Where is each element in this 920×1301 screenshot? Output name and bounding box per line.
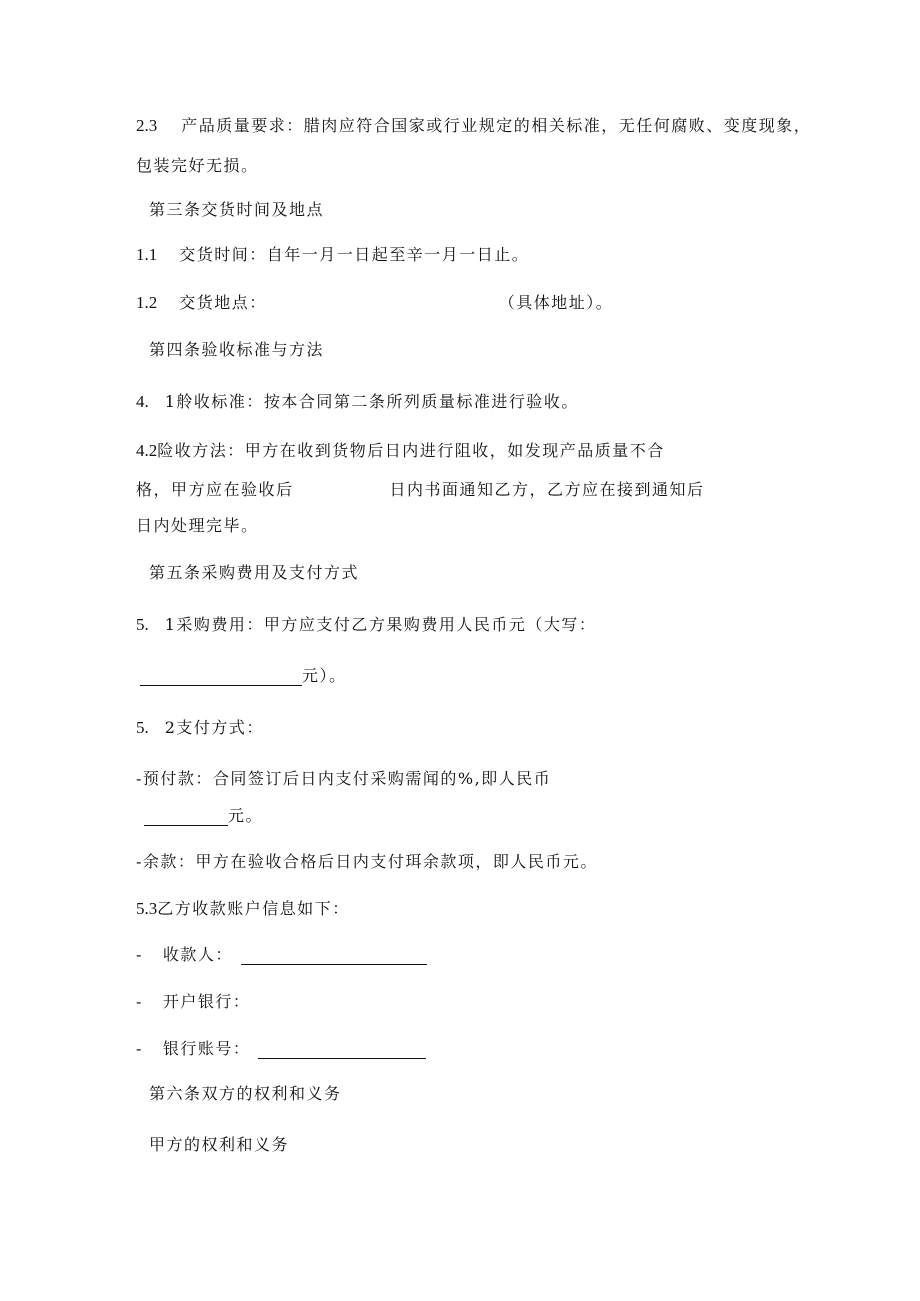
bullet-dash: - bbox=[136, 1039, 143, 1058]
bullet-dash: - bbox=[136, 992, 143, 1011]
clause-text: 2支付方式： bbox=[164, 718, 264, 737]
clause-number: 4.2 bbox=[136, 441, 158, 460]
section-heading-3: 第三条交货时间及地点 bbox=[149, 200, 325, 219]
section-heading-6: 第六条双方的权利和义务 bbox=[149, 1084, 342, 1103]
clause-4-1 bbox=[136, 392, 579, 412]
prepayment-amount-blank[interactable] bbox=[144, 809, 228, 826]
clause-5-2 bbox=[136, 718, 264, 738]
balance-text: -余款：甲方在验收合格后日内支付珥余款项，即人民币元。 bbox=[136, 852, 598, 871]
clause-5-1-amount-line bbox=[140, 666, 347, 686]
account-line bbox=[136, 1039, 426, 1059]
clause-text: 险收方法：甲方在收到货物后日内进行阻收，如发现产品质量不合 bbox=[157, 441, 665, 460]
clause-1-1 bbox=[136, 245, 529, 265]
clause-4-2-line3 bbox=[136, 516, 259, 536]
delivery-location-label: 交货地点： bbox=[179, 293, 267, 312]
clause-number: 5.3 bbox=[136, 899, 158, 918]
payee-line bbox=[136, 945, 427, 965]
clause-number: 2.3 bbox=[136, 116, 158, 135]
balance-line bbox=[136, 852, 598, 872]
clause-text: 元。 bbox=[228, 806, 264, 825]
bank-line bbox=[136, 992, 250, 1012]
payee-blank[interactable] bbox=[241, 948, 427, 965]
clause-text: 格，甲方应在验收后 bbox=[136, 480, 294, 499]
account-blank[interactable] bbox=[258, 1042, 426, 1059]
clause-5-3 bbox=[136, 899, 350, 919]
clause-number: 1.2 bbox=[136, 293, 158, 312]
clause-number: 4. bbox=[136, 392, 149, 411]
clause-text: 乙方收款账户信息如下： bbox=[157, 899, 350, 918]
prepayment-text: -预付款：合同签订后日内支付采购需闻的%,即人民币 bbox=[136, 769, 552, 788]
prepayment-line1 bbox=[136, 769, 551, 789]
payee-label: 收款人： bbox=[162, 945, 233, 964]
account-label: 银行账号： bbox=[162, 1039, 251, 1058]
clause-5-1 bbox=[136, 615, 596, 635]
clause-4-2-line1 bbox=[136, 441, 665, 461]
clause-number: 5. bbox=[136, 718, 149, 737]
bullet-dash: - bbox=[136, 945, 143, 964]
clause-text: 日内书面通知乙方，乙方应在接到通知后 bbox=[389, 480, 705, 499]
clause-1-2 bbox=[136, 293, 613, 313]
clause-2-3-line2 bbox=[136, 156, 259, 176]
clause-text: 日内处理完毕。 bbox=[136, 516, 259, 535]
amount-in-words-blank[interactable] bbox=[140, 669, 302, 686]
clause-text: 产品质量要求：腊肉应符合国家或行业规定的相关标准，无任何腐败、变度现象， bbox=[181, 116, 812, 135]
clause-number: 1.1 bbox=[136, 245, 158, 264]
clause-text: 交货时间：自年一月一日起至辛一月一日止。 bbox=[179, 245, 530, 264]
clause-text: 1舲收标准：按本合同第二条所列质量标准进行验收。 bbox=[164, 392, 579, 411]
clause-4-2-line2 bbox=[136, 480, 705, 500]
delivery-location-suffix: （具体地址）。 bbox=[498, 293, 614, 312]
clause-2-3-line1 bbox=[136, 116, 811, 136]
section-heading-4: 第四条验收标准与方法 bbox=[149, 340, 325, 359]
clause-text: 包装完好无损。 bbox=[136, 156, 259, 175]
bank-label: 开户银行： bbox=[162, 992, 251, 1011]
prepayment-line2 bbox=[144, 806, 263, 826]
clause-text: 元）。 bbox=[302, 666, 347, 685]
clause-text: 1采购费用：甲方应支付乙方果购费用人民币元（大写： bbox=[164, 615, 597, 634]
clause-number: 5. bbox=[136, 615, 149, 634]
subheading-party-a: 甲方的权利和义务 bbox=[149, 1135, 290, 1154]
section-heading-5: 第五条采购费用及支付方式 bbox=[149, 563, 360, 582]
